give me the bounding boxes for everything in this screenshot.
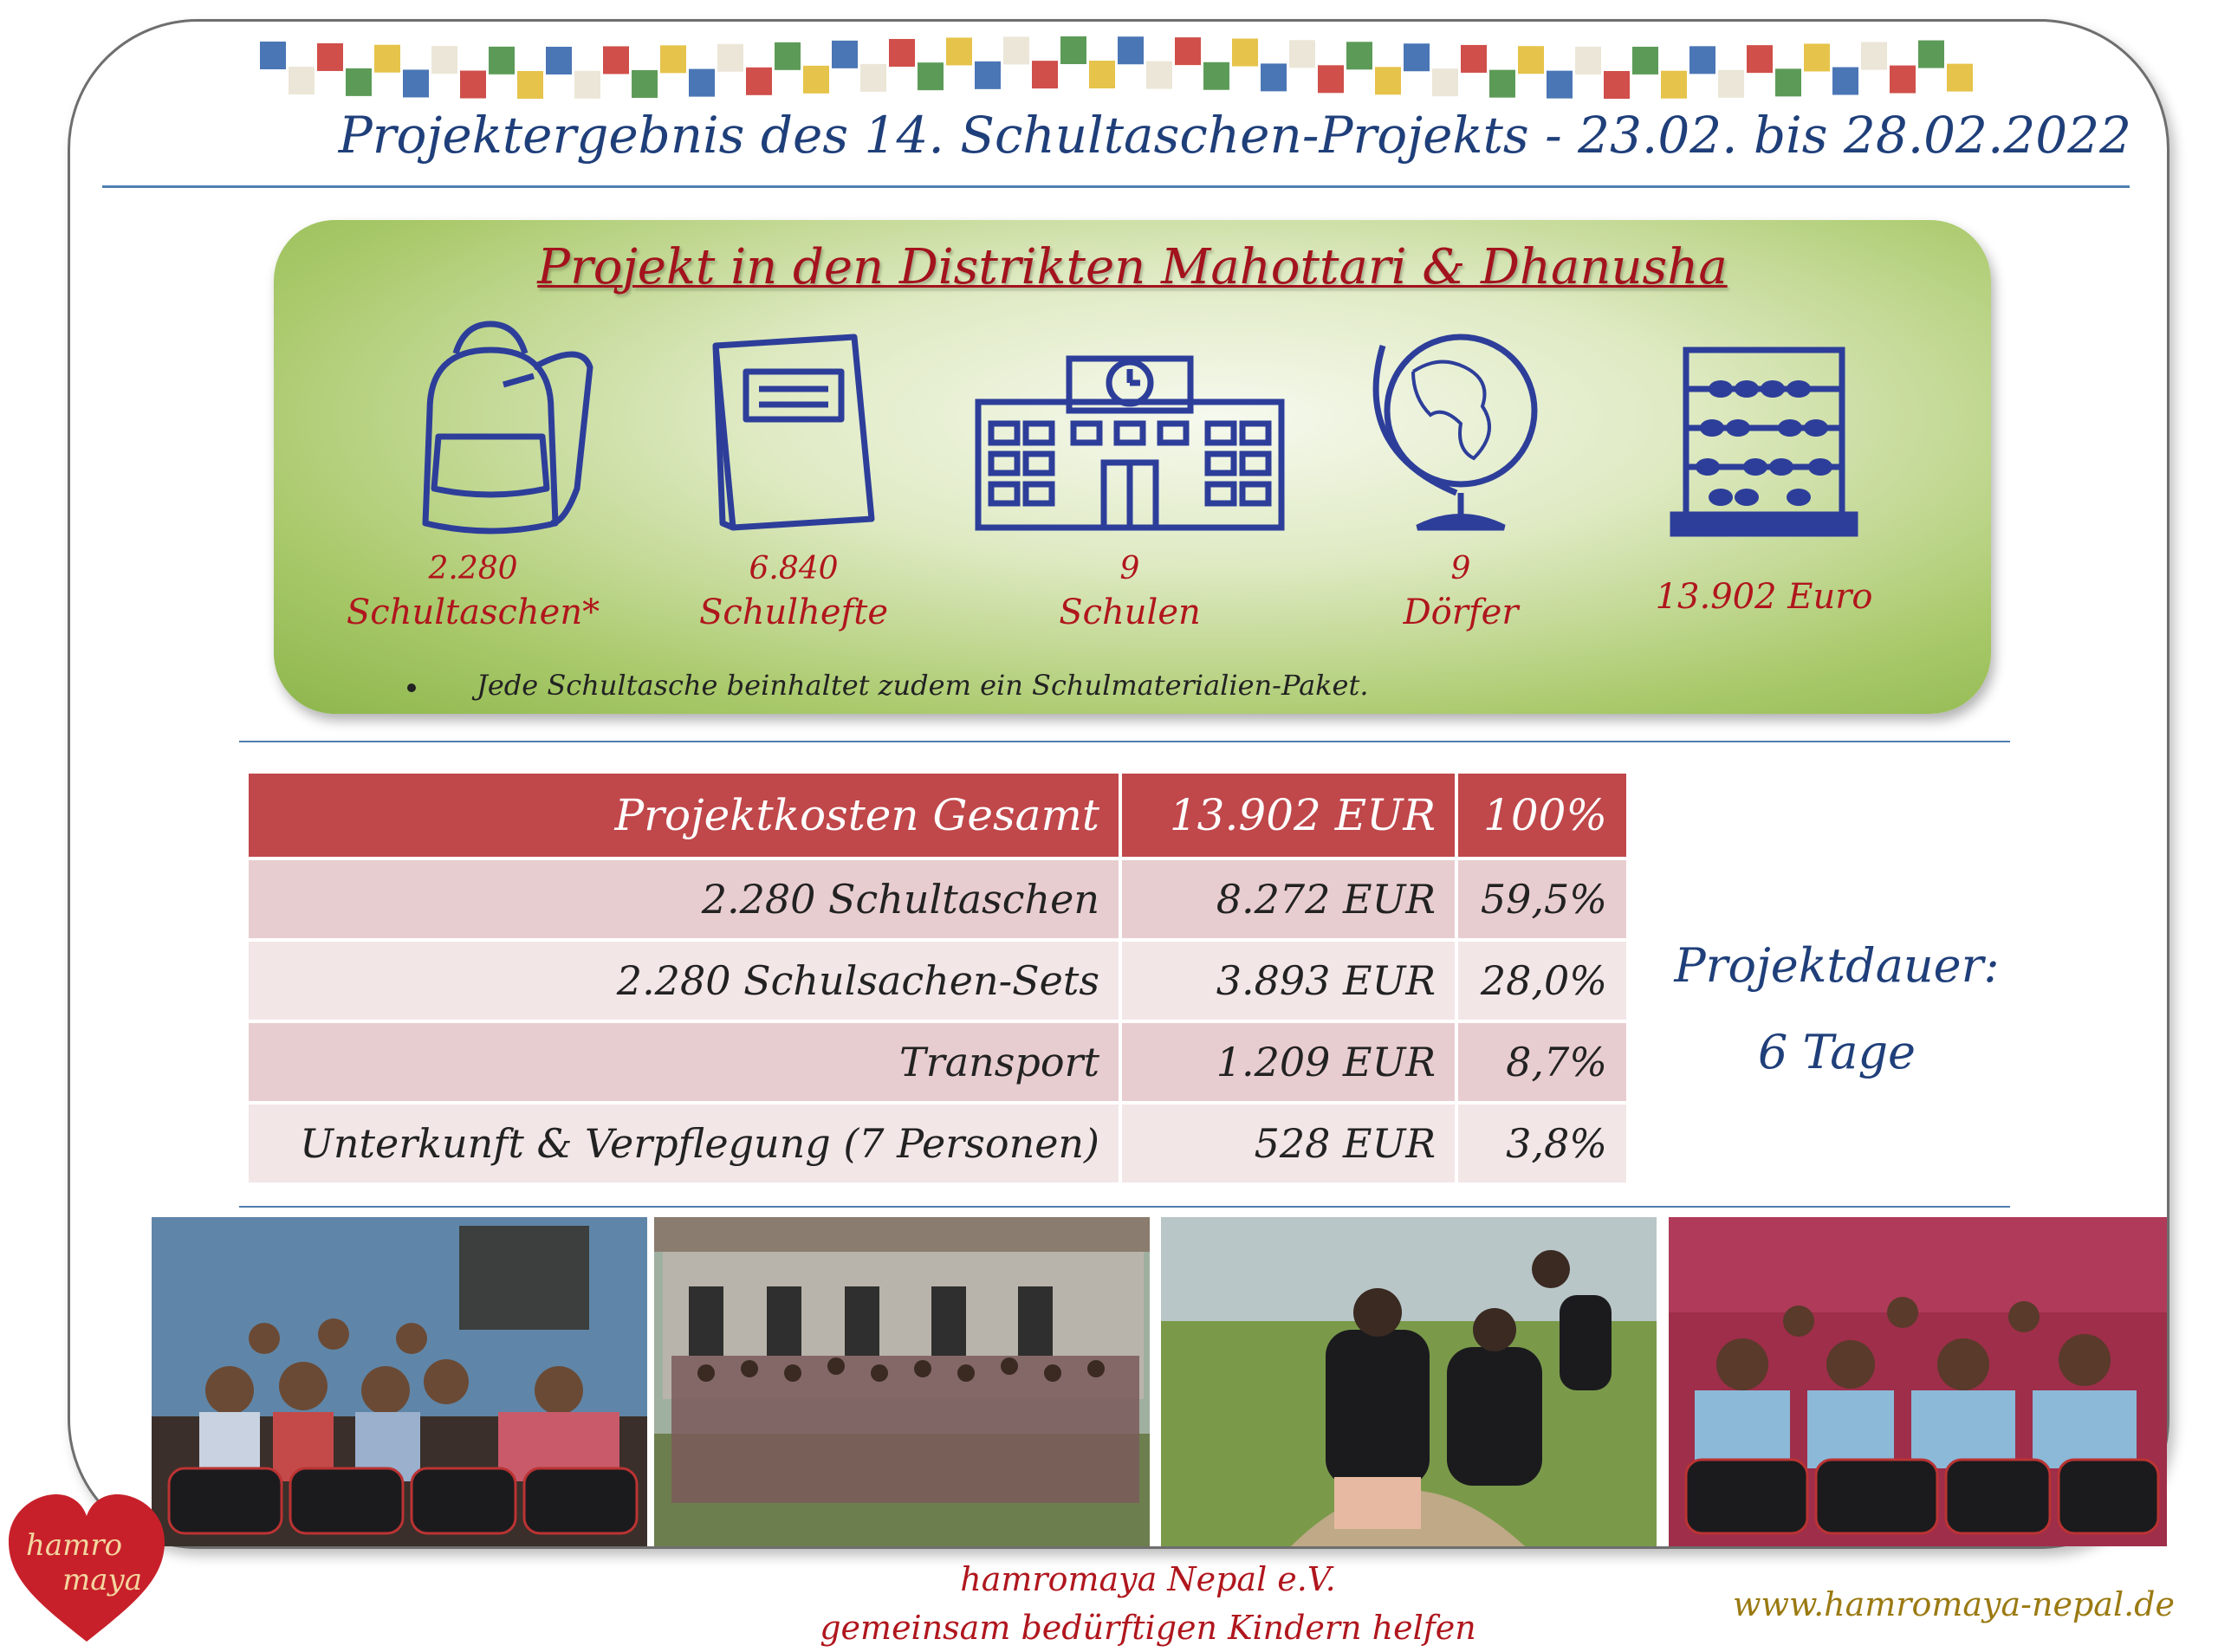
cost-table <box>245 770 1630 1186</box>
header-percent: 100% <box>1458 774 1626 857</box>
prayer-flag <box>1575 47 1601 75</box>
website-link[interactable]: www.hamromaya-nepal.de <box>1733 1585 2175 1623</box>
photo-classroom-boys <box>152 1217 647 1546</box>
prayer-flags-banner <box>251 26 2001 104</box>
stat-notebooks <box>664 549 924 636</box>
stat-schools-value: 9 <box>1119 551 1140 586</box>
table-row <box>249 860 1626 938</box>
stat-notebooks-label: Schulhefte <box>698 593 889 632</box>
stat-schools <box>1000 549 1260 636</box>
prayer-flag <box>317 43 343 71</box>
prayer-flag <box>1632 47 1658 75</box>
footnote <box>407 669 1369 702</box>
duration-label: Projektdauer: <box>1674 938 2000 993</box>
prayer-flag <box>1146 62 1172 89</box>
project-summary-box <box>274 220 1991 714</box>
prayer-flag <box>1861 42 1887 70</box>
prayer-flag <box>489 47 515 75</box>
prayer-flag <box>660 45 686 73</box>
footnote-text: Jede Schultasche beinhaltet zudem ein Schulmaterialien-Paket. <box>477 669 1369 702</box>
prayer-flag <box>1804 43 1830 71</box>
notebook-icon <box>707 328 880 536</box>
row-percent: 59,5% <box>1458 860 1626 938</box>
prayer-flag <box>460 71 486 99</box>
stat-schoolbags-value: 2.280 <box>428 551 518 586</box>
stat-schools-label: Schulen <box>1059 593 1201 632</box>
prayer-flag <box>803 66 829 94</box>
prayer-flag <box>1832 68 1858 95</box>
abacus-icon <box>1669 341 1859 541</box>
row-amount: 1.209 EUR <box>1122 1023 1455 1101</box>
prayer-flag <box>1461 45 1487 73</box>
prayer-flag <box>1918 41 1944 68</box>
row-label: 2.280 Schultaschen <box>249 860 1119 938</box>
page-title: Projektergebnis des 14. Schultaschen-Projekts - 23.02. bis 28.02.2022 <box>338 106 2131 165</box>
row-amount: 528 EUR <box>1122 1105 1455 1182</box>
prayer-flag <box>1089 61 1115 88</box>
row-amount: 8.272 EUR <box>1122 860 1455 938</box>
row-amount: 3.893 EUR <box>1122 942 1455 1020</box>
prayer-flag <box>717 44 743 72</box>
table-row <box>249 1105 1626 1182</box>
project-box-title: Projekt in den Distrikten Mahottari & Dhanusha <box>537 239 1728 295</box>
globe-icon <box>1361 320 1560 536</box>
prayer-flag <box>832 41 858 68</box>
prayer-flag <box>603 46 629 74</box>
section-divider-bottom <box>239 1206 2010 1208</box>
bullet-icon <box>407 683 416 692</box>
prayer-flag <box>1261 63 1287 91</box>
header-label: Projektkosten Gesamt <box>249 774 1119 857</box>
school-building-icon <box>974 341 1286 532</box>
stat-villages <box>1331 549 1591 636</box>
footer-organization <box>780 1555 1516 1652</box>
photo-children-classroom <box>1669 1217 2167 1546</box>
row-percent: 8,7% <box>1458 1023 1626 1101</box>
prayer-flag <box>860 64 886 92</box>
prayer-flag <box>260 42 286 69</box>
table-row <box>249 942 1626 1020</box>
project-duration <box>1646 923 2027 1096</box>
row-label: Transport <box>249 1023 1119 1101</box>
row-percent: 3,8% <box>1458 1105 1626 1182</box>
row-percent: 28,0% <box>1458 942 1626 1020</box>
section-divider-top <box>239 741 2010 742</box>
backpack-icon <box>404 315 594 541</box>
prayer-flag <box>403 69 429 97</box>
prayer-flag <box>946 37 972 65</box>
row-label: 2.280 Schulsachen-Sets <box>249 942 1119 1020</box>
table-row <box>249 1023 1626 1101</box>
duration-value: 6 Tage <box>1757 1025 1916 1079</box>
prayer-flag <box>889 39 915 67</box>
prayer-flag <box>1375 67 1401 94</box>
prayer-flag <box>689 69 715 97</box>
prayer-flag <box>374 45 400 73</box>
prayer-flag <box>1661 71 1687 99</box>
prayer-flag <box>289 67 315 94</box>
org-slogan: gemeinsam bedürftigen Kindern helfen <box>820 1609 1476 1647</box>
prayer-flag <box>632 70 658 98</box>
prayer-flag <box>1032 61 1058 88</box>
org-name: hamromaya Nepal e.V. <box>960 1560 1336 1598</box>
prayer-flag <box>1718 70 1744 98</box>
prayer-flag <box>1432 68 1458 96</box>
hamromaya-heart-logo <box>9 1494 165 1646</box>
prayer-flag <box>1547 71 1573 99</box>
stat-notebooks-value: 6.840 <box>749 551 839 586</box>
row-label: Unterkunft & Verpflegung (7 Personen) <box>249 1105 1119 1182</box>
stat-total-cost-value: 13.902 Euro <box>1655 577 1873 617</box>
prayer-flag <box>1118 36 1144 64</box>
prayer-flag <box>1060 36 1086 64</box>
stat-schoolbags <box>343 549 603 636</box>
prayer-flag <box>1232 39 1258 67</box>
prayer-flag <box>346 68 372 96</box>
prayer-flag <box>1689 46 1715 74</box>
prayer-flag <box>1890 66 1916 94</box>
prayer-flag <box>546 47 572 75</box>
prayer-flag <box>1203 62 1229 90</box>
header-amount: 13.902 EUR <box>1122 774 1455 857</box>
prayer-flag <box>1747 45 1773 73</box>
prayer-flag <box>1404 43 1430 71</box>
stat-total-cost <box>1625 577 1903 617</box>
stat-villages-label: Dörfer <box>1403 593 1519 632</box>
prayer-flag <box>1346 42 1372 69</box>
prayer-flag <box>1947 64 1973 92</box>
cost-table-header <box>249 774 1626 857</box>
prayer-flag <box>975 62 1001 89</box>
prayer-flag <box>1289 40 1315 68</box>
prayer-flag <box>1318 65 1344 93</box>
prayer-flag <box>1518 46 1544 74</box>
title-divider <box>102 185 2130 188</box>
prayer-flag <box>1003 36 1029 64</box>
photo-school-group <box>654 1217 1150 1546</box>
prayer-flag <box>1489 70 1515 98</box>
prayer-flag <box>1775 68 1801 96</box>
logo-text-2: maya <box>62 1563 142 1597</box>
logo-text-1: hamro <box>26 1528 123 1563</box>
photo-children-backpacks <box>1161 1217 1657 1546</box>
prayer-flag <box>1175 37 1201 65</box>
prayer-flag <box>574 71 600 99</box>
prayer-flag <box>918 62 944 90</box>
prayer-flag <box>1604 71 1630 99</box>
prayer-flag <box>431 46 457 74</box>
stat-villages-value: 9 <box>1450 551 1471 586</box>
prayer-flag <box>517 71 543 99</box>
prayer-flag <box>775 42 801 70</box>
prayer-flag <box>746 68 772 95</box>
stat-schoolbags-label: Schultaschen* <box>346 593 600 632</box>
